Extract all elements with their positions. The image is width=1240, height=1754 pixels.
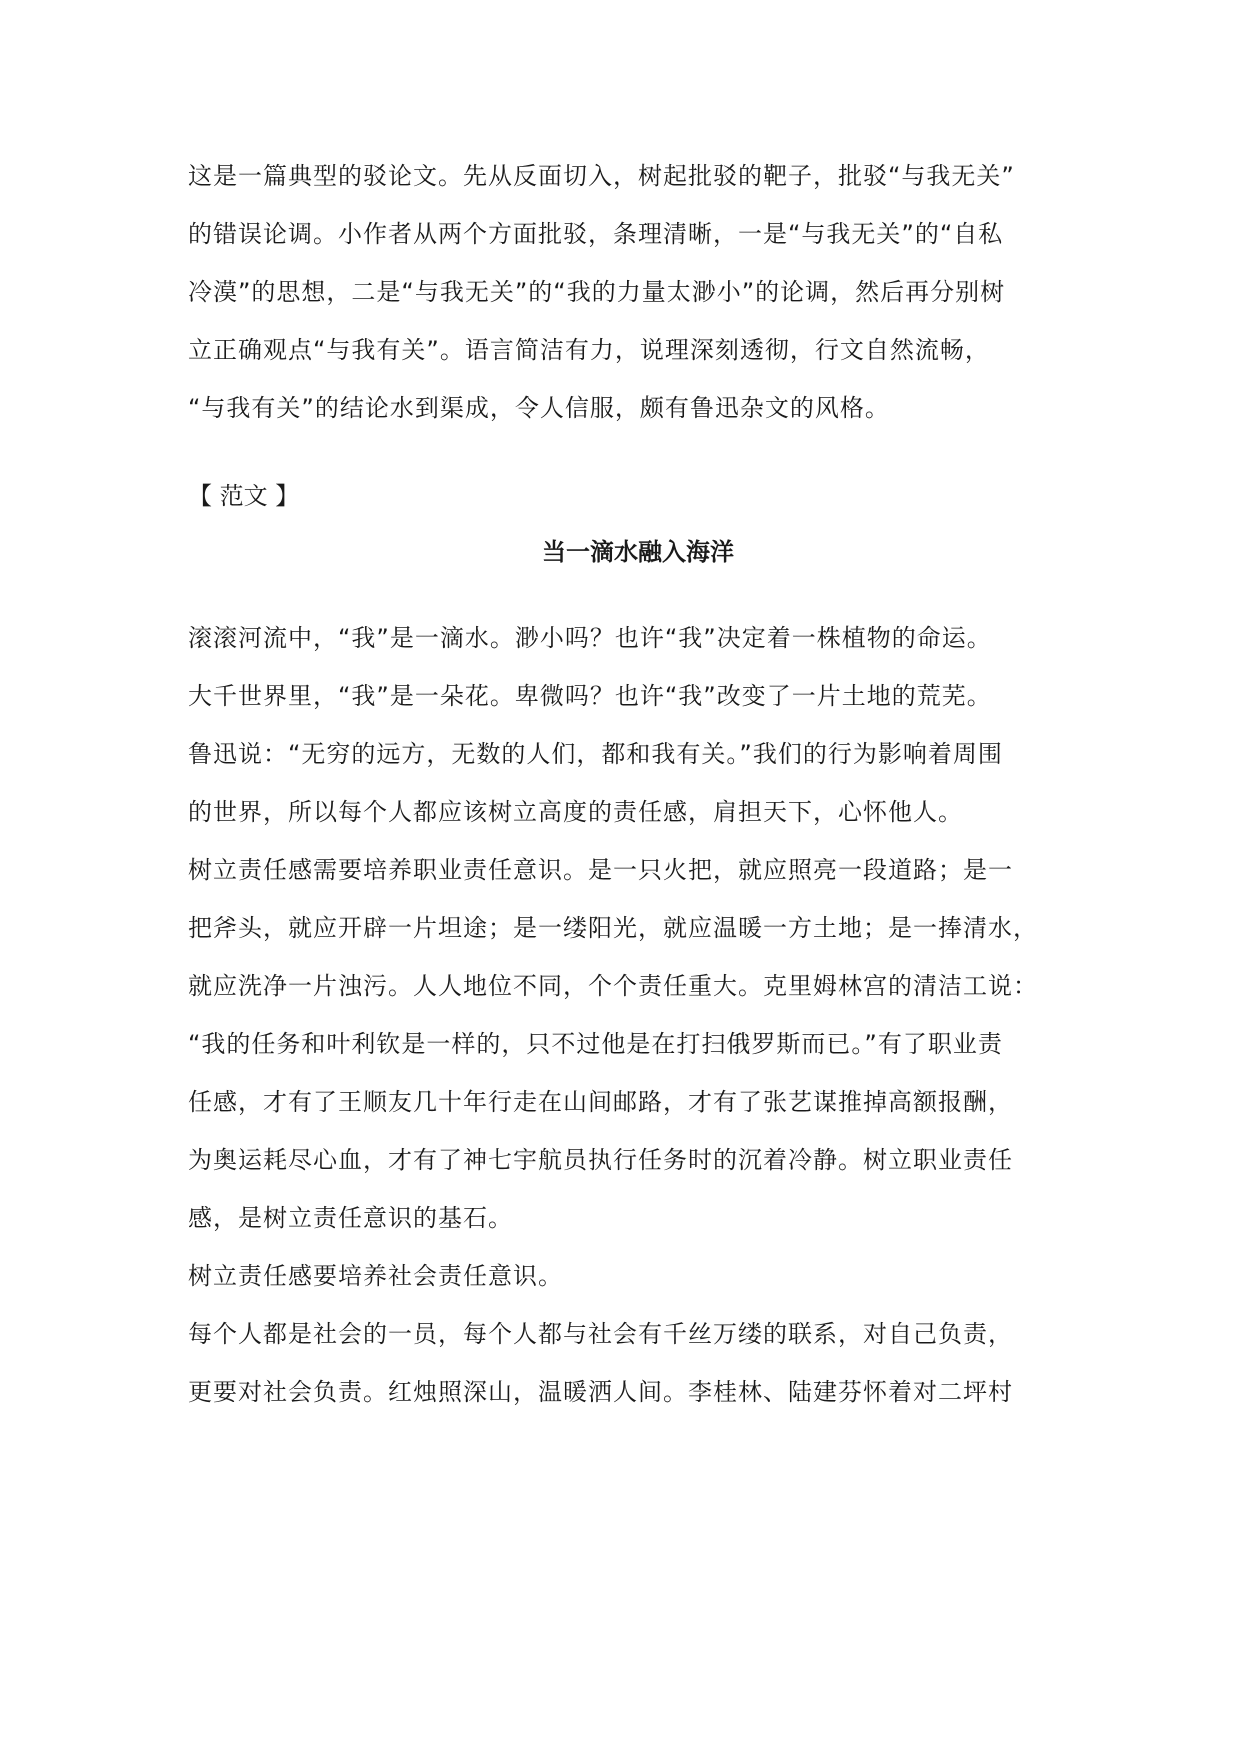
essay-line: 更要对社会负责。红烛照深山，温暖洒人间。李桂林、陆建芬怀着对二坪村 — [188, 1378, 1013, 1406]
commentary-line: 这是一篇典型的驳论文。先从反面切入，树起批驳的靶子，批驳“与我无关” — [188, 162, 1015, 190]
essay-line: 任感，才有了王顺友几十年行走在山间邮路，才有了张艺谋推掉高额报酬， — [188, 1088, 1013, 1116]
essay-line: 鲁迅说：“无穷的远方，无数的人们，都和我有关。”我们的行为影响着周围 — [188, 740, 1003, 768]
essay-line: 为奥运耗尽心血，才有了神七宇航员执行任务时的沉着冷静。树立职业责任 — [188, 1146, 1013, 1174]
essay-line: 感，是树立责任意识的基石。 — [188, 1204, 513, 1232]
essay-line: 滚滚河流中，“我”是一滴水。渺小吗？也许“我”决定着一株植物的命运。 — [188, 624, 992, 652]
section-label: 【 范文 】 — [188, 482, 300, 510]
essay-line: 把斧头，就应开辟一片坦途；是一缕阳光，就应温暖一方土地；是一捧清水， — [188, 914, 1038, 942]
essay-line: 就应洗净一片浊污。人人地位不同，个个责任重大。克里姆林宫的清洁工说： — [188, 972, 1038, 1000]
essay-line: 的世界，所以每个人都应该树立高度的责任感，肩担天下，心怀他人。 — [188, 798, 963, 826]
commentary-line: 的错误论调。小作者从两个方面批驳，条理清晰，一是“与我无关”的“自私 — [188, 220, 1004, 248]
commentary-line: 冷漠”的思想，二是“与我无关”的“我的力量太渺小”的论调，然后再分别树 — [188, 278, 1006, 306]
commentary-line: “与我有关”的结论水到渠成，令人信服，颇有鲁迅杂文的风格。 — [188, 394, 890, 422]
essay-line: 每个人都是社会的一员，每个人都与社会有千丝万缕的联系，对自己负责， — [188, 1320, 1013, 1348]
essay-title: 当一滴水融入海洋 — [542, 538, 734, 566]
essay-line: 大千世界里，“我”是一朵花。卑微吗？也许“我”改变了一片土地的荒芜。 — [188, 682, 992, 710]
essay-line: 树立责任感需要培养职业责任意识。是一只火把，就应照亮一段道路；是一 — [188, 856, 1013, 884]
essay-line: “我的任务和叶利钦是一样的，只不过他是在打扫俄罗斯而已。”有了职业责 — [188, 1030, 1003, 1058]
commentary-line: 立正确观点“与我有关”。语言简洁有力，说理深刻透彻，行文自然流畅， — [188, 336, 990, 364]
essay-line: 树立责任感要培养社会责任意识。 — [188, 1262, 563, 1290]
